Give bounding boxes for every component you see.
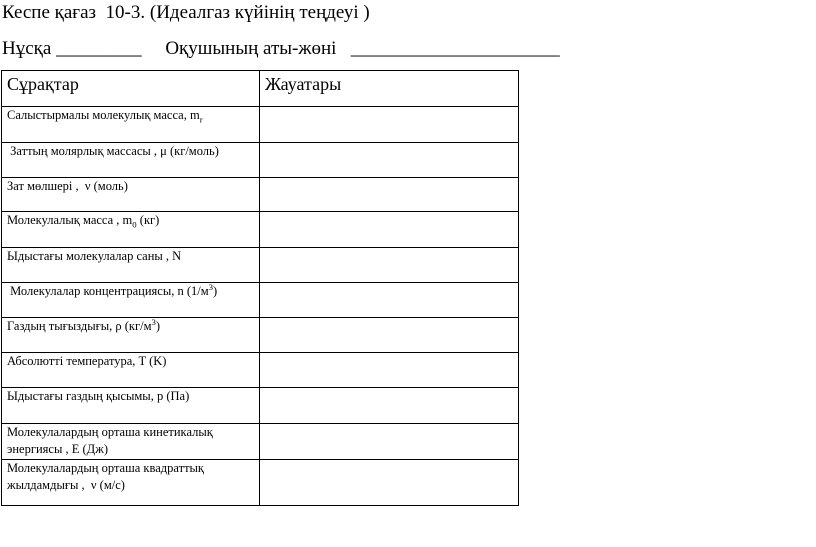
question-text: Молекулалық масса , m: [7, 213, 133, 227]
student-name-label: Оқушының аты-жөні: [165, 38, 337, 59]
table-row: [2, 424, 519, 460]
question-cell: [2, 388, 260, 424]
question-cell: [2, 178, 260, 212]
answer-cell[interactable]: [260, 388, 519, 424]
answer-cell[interactable]: [260, 283, 519, 318]
table-row: [2, 178, 519, 212]
answer-cell[interactable]: [260, 424, 519, 460]
question-text-tail: ): [213, 284, 218, 298]
answer-cell[interactable]: [260, 107, 519, 143]
table-row: [2, 283, 519, 318]
table-row: [2, 388, 519, 424]
table-row: [2, 107, 519, 143]
questions-column-header: Сұрақтар: [2, 71, 260, 107]
answer-cell[interactable]: [260, 178, 519, 212]
question-text: Салыстырмалы молекулық масса, m: [7, 108, 200, 122]
answer-cell[interactable]: [260, 353, 519, 388]
question-superscript: 3: [208, 281, 214, 292]
answer-cell[interactable]: [260, 460, 519, 506]
table-header-row: [2, 71, 519, 107]
question-text: Заттың молярлық массасы , μ (кг/моль): [7, 144, 219, 158]
question-text: Газдың тығыздығы, ρ (кг/м: [7, 319, 152, 333]
table-row: [2, 318, 519, 353]
question-text: Молекулалардың орташа квадраттық жылдамдығы , ν (м/с): [7, 461, 208, 492]
question-text: Абсолютті температура, T (K): [7, 354, 167, 368]
table-row: [2, 248, 519, 283]
question-text: Молекулалар концентрациясы, n (1/м: [7, 284, 209, 298]
student-name-blank: ______________________: [350, 38, 560, 59]
table-row: [2, 212, 519, 248]
question-text: Ыдыстағы газдың қысымы, p (Па): [7, 389, 190, 403]
question-cell: [2, 143, 260, 178]
question-text-tail: ): [155, 319, 161, 333]
question-cell: [2, 107, 260, 143]
table-row: [2, 143, 519, 178]
question-cell: [2, 212, 260, 248]
question-text: Молекулалардың орташа кинетикалық энергиясы , Е (Дж): [7, 425, 216, 456]
table-row: [2, 460, 519, 506]
question-subscript: r: [199, 114, 203, 125]
question-superscript: 3: [151, 316, 156, 327]
question-cell: [2, 460, 260, 506]
question-subscript: 0: [132, 219, 137, 230]
question-text: Зат мөлшері , ν (моль): [7, 179, 128, 193]
answer-cell[interactable]: [260, 143, 519, 178]
question-cell: [2, 248, 260, 283]
question-cell: [2, 318, 260, 353]
answer-cell[interactable]: [260, 248, 519, 283]
table-row: [2, 353, 519, 388]
question-cell: [2, 424, 260, 460]
question-text: Ыдыстағы молекулалар саны , N: [7, 249, 182, 263]
worksheet-info-line: [2, 38, 560, 60]
variant-label: Нұсқа _________: [2, 38, 142, 59]
answer-cell[interactable]: [260, 212, 519, 248]
question-text-tail: (кг): [136, 213, 160, 227]
question-cell: [2, 283, 260, 318]
answers-column-header: Жауатары: [260, 71, 519, 107]
answer-cell[interactable]: [260, 318, 519, 353]
questions-table: [1, 70, 519, 506]
worksheet-title: Кеспе қағаз 10-3. (Идеалгаз күйінің теңдеуі ): [2, 2, 370, 23]
question-cell: [2, 353, 260, 388]
